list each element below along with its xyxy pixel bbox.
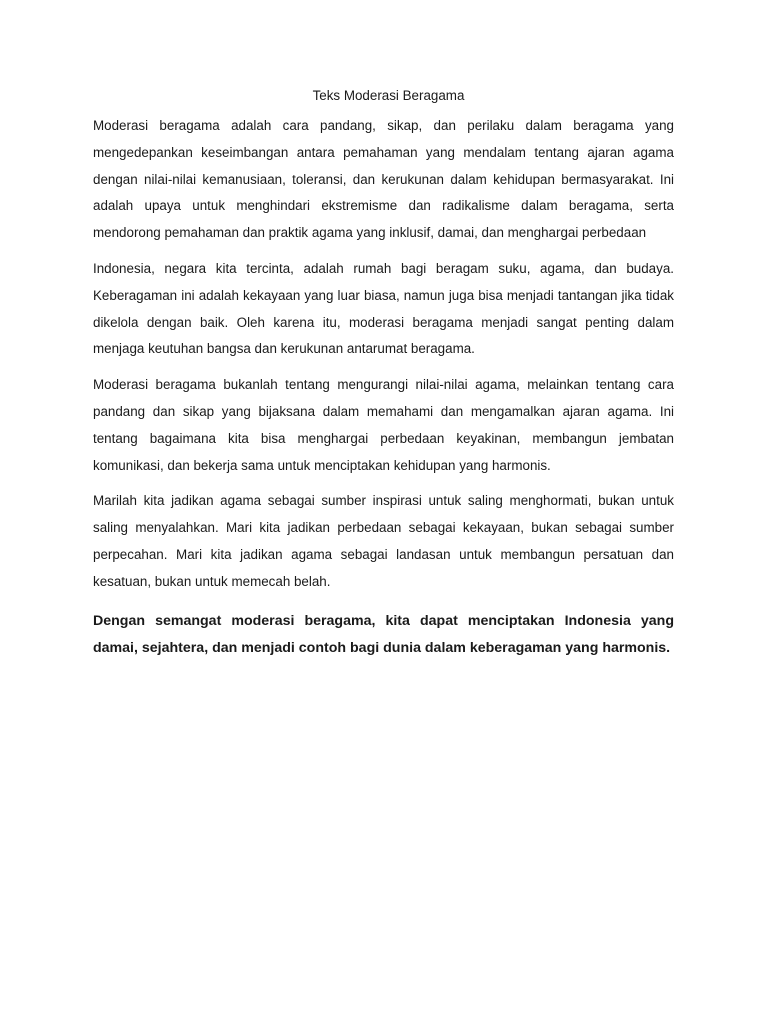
paragraph-invitation: Marilah kita jadikan agama sebagai sumber inspirasi untuk saling menghormati, bukan untuk saling menyalahkan. Mari kita jadikan perbedaan sebagai kekayaan, bukan sebagai sumber perpecahan. Mari kita jadikan agama sebagai landasan untuk membangun persatuan dan kesatuan, bukan untuk memecah belah. [93, 493, 674, 589]
paragraph-definition: Moderasi beragama adalah cara pandang, sikap, dan perilaku dalam beragama yang mengedepankan keseimbangan antara pemahaman yang mendalam tentang ajaran agama dengan nilai-nilai kemanusiaan, toleransi, dan kerukunan dalam kehidupan bermasyarakat. Ini adalah upaya untuk menghindari ekstremisme dan radikalisme dalam beragama, serta mendorong pemahaman dan praktik agama yang inklusif, damai, dan menghargai perbedaan [93, 118, 674, 241]
closing-statement: Dengan semangat moderasi beragama, kita dapat menciptakan Indonesia yang damai, sejahtera, dan menjadi contoh bagi dunia dalam keberagaman yang harmonis. [93, 612, 674, 657]
paragraph-indonesia: Indonesia, negara kita tercinta, adalah rumah bagi beragam suku, agama, dan budaya. Keberagaman ini adalah kekayaan yang luar biasa, namun juga bisa menjadi tantangan jika tidak dikelola dengan baik. Oleh karena itu, moderasi beragama menjadi sangat penting dalam menjaga keutuhan bangsa dan kerukunan antarumat beragama. [93, 260, 674, 357]
document-body [93, 86, 674, 672]
document-title: Teks Moderasi Beragama [312, 88, 465, 103]
paragraph-meaning: Moderasi beragama bukanlah tentang mengurangi nilai-nilai agama, melainkan tentang cara pandang dan sikap yang bijaksana dalam memahami dan mengamalkan ajaran agama. Ini tentang bagaimana kita bisa menghargai perbedaan keyakinan, membangun jembatan komunikasi, dan bekerja sama untuk menciptakan kehidupan yang harmonis. [93, 377, 674, 473]
